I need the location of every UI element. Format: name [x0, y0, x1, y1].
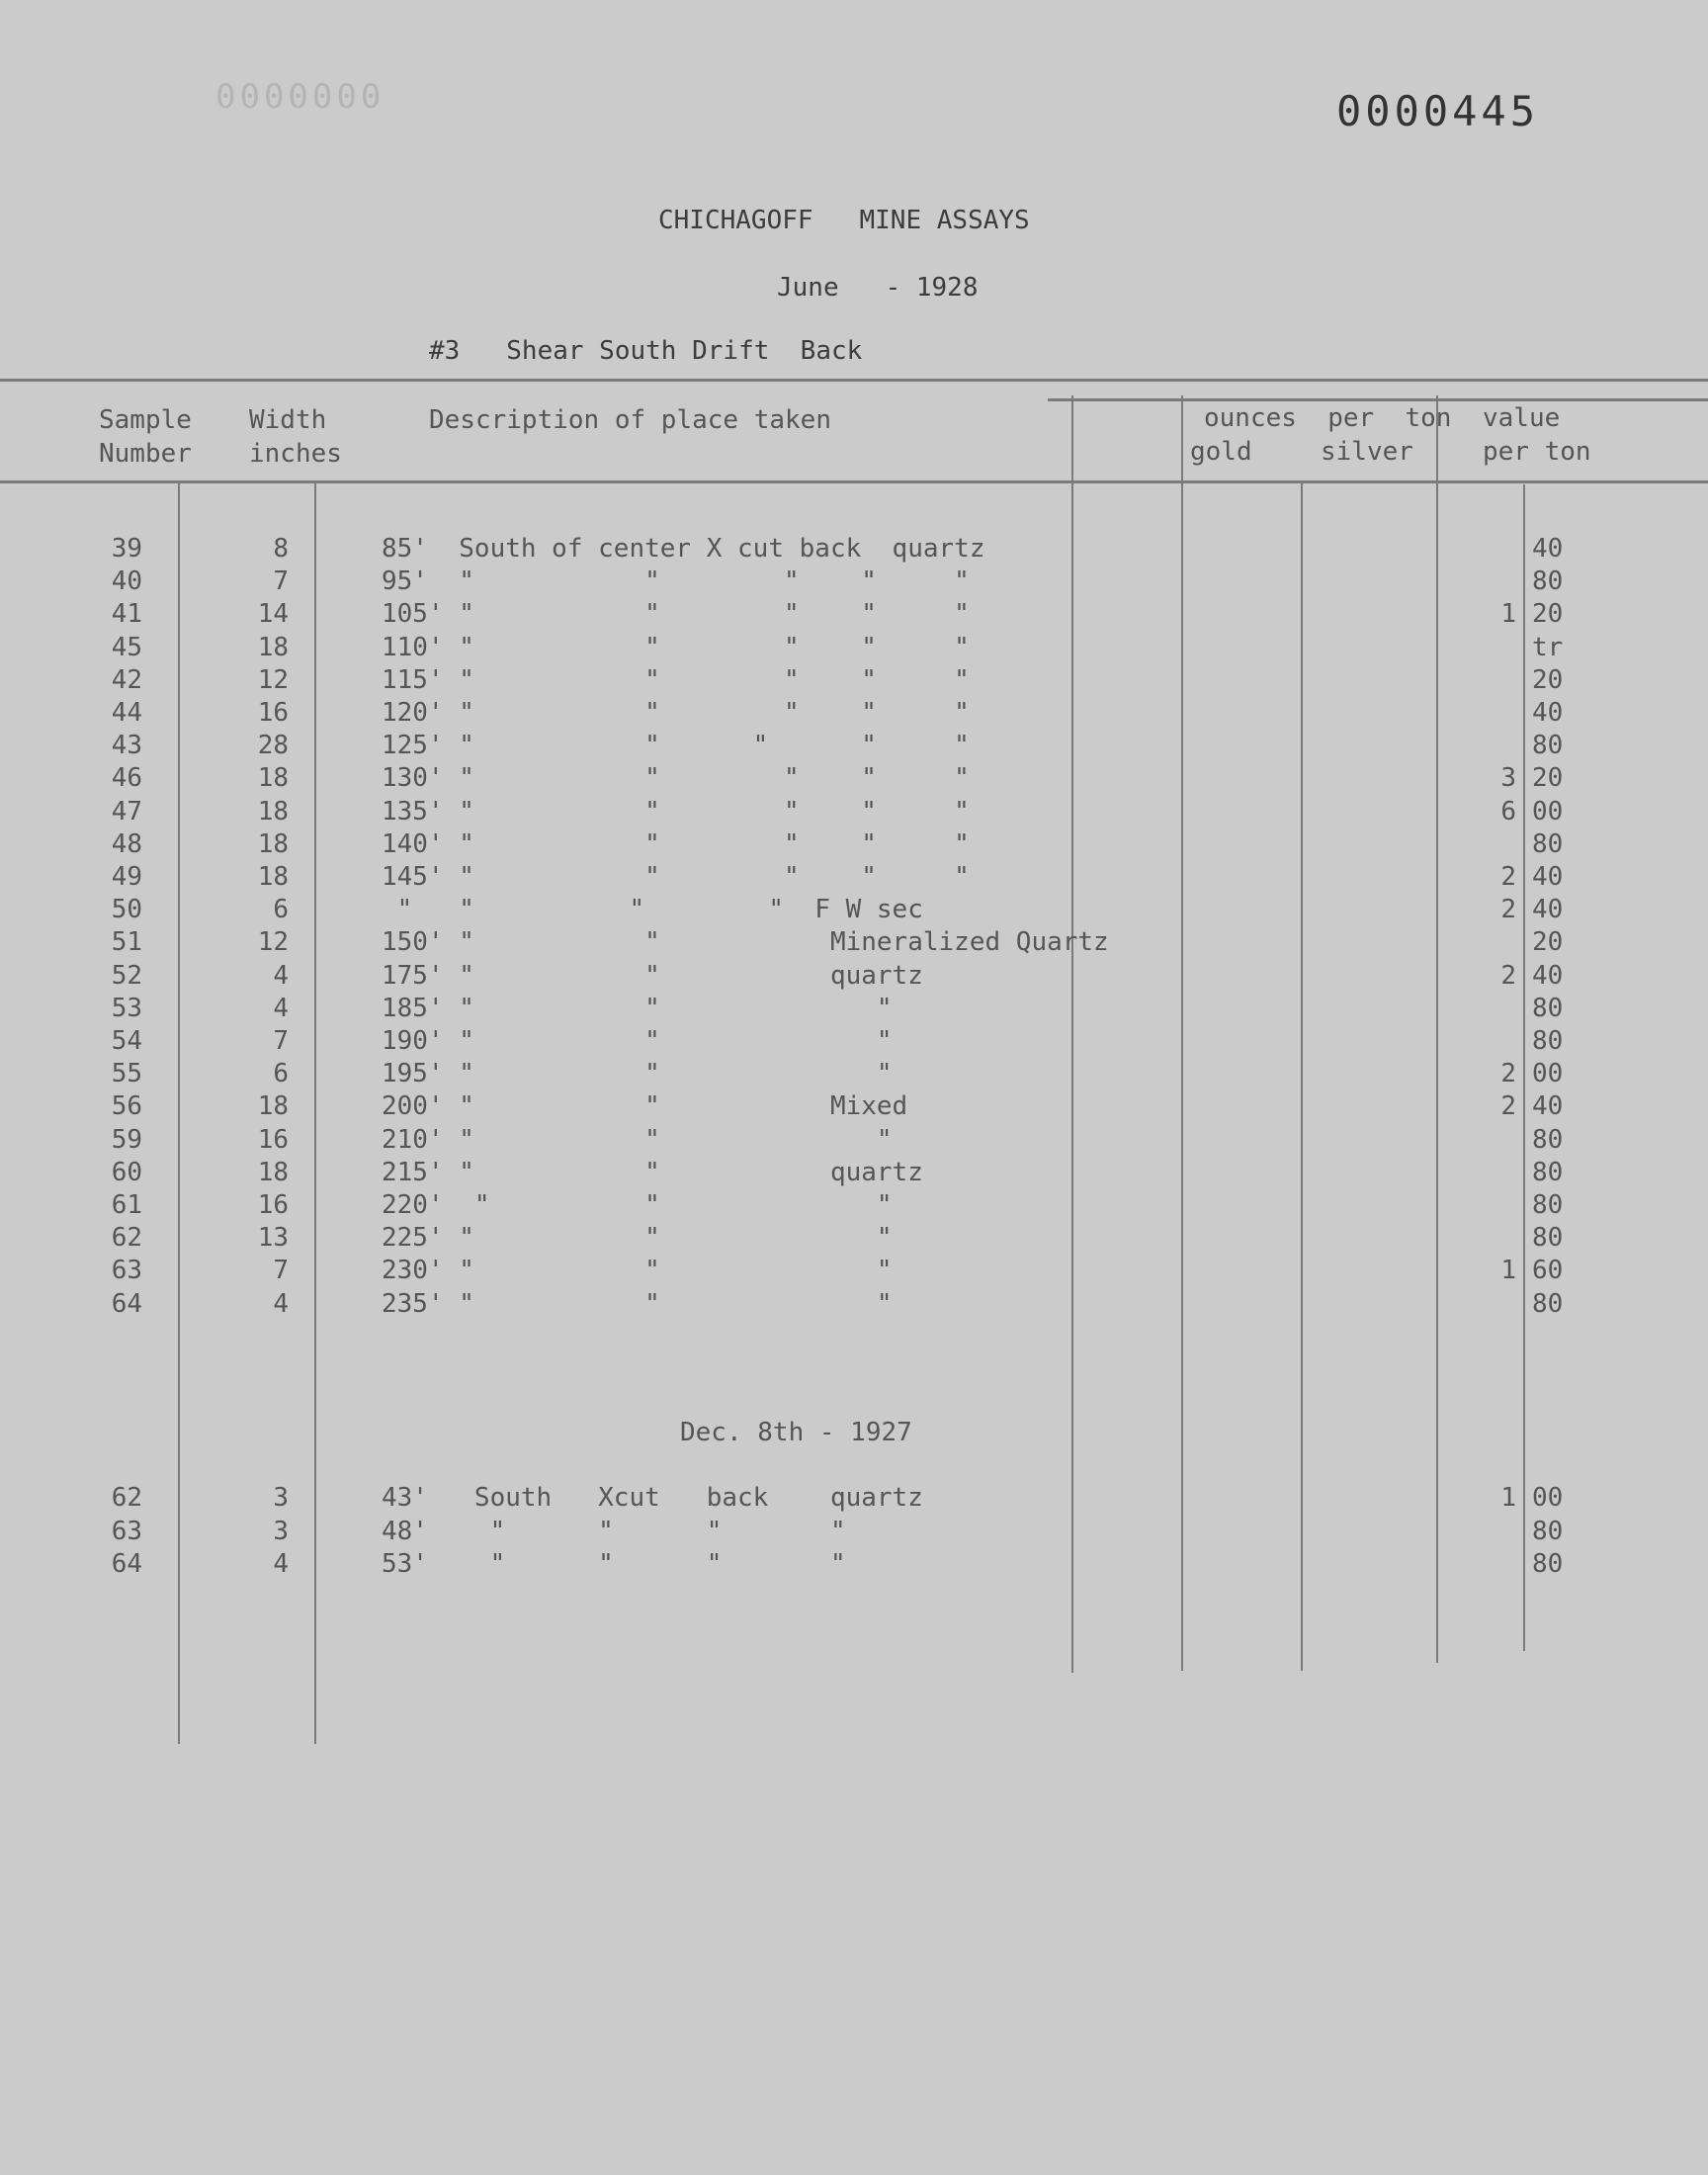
description-cell: 195' " " "	[382, 1059, 893, 1089]
value-cents-cell: 80	[1532, 993, 1564, 1023]
description-cell: 48' " " " "	[382, 1516, 846, 1546]
sample-number-cell: 52	[111, 960, 142, 991]
sample-number-cell: 47	[111, 796, 142, 826]
width-cell: 4	[273, 960, 289, 991]
width-cell: 18	[257, 862, 289, 892]
section-subtitle: #3 Shear South Drift Back	[429, 336, 863, 366]
width-cell: 18	[257, 796, 289, 826]
header-value: value	[1483, 403, 1561, 433]
width-cell: 6	[273, 895, 289, 925]
description-cell: 190' " " "	[382, 1026, 893, 1056]
width-cell: 7	[273, 1026, 289, 1056]
sample-number-cell: 43	[111, 731, 142, 761]
sample-number-cell: 62	[111, 1483, 142, 1513]
width-cell: 4	[273, 1288, 289, 1319]
width-cell: 13	[257, 1223, 289, 1254]
value-dollars-cell: 2	[1500, 895, 1516, 925]
description-cell: 95' " " " " "	[382, 566, 970, 597]
description-cell: 85' South of center X cut back quartz	[382, 534, 985, 564]
description-cell: " " " " F W sec	[382, 895, 923, 925]
width-cell: 14	[257, 599, 289, 630]
value-cents-cell: 00	[1532, 796, 1564, 826]
width-cell: 18	[257, 1091, 289, 1122]
description-cell: 175' " " quartz	[382, 960, 923, 991]
description-cell: 105' " " " " "	[382, 599, 970, 630]
value-cents-cell: 40	[1532, 960, 1564, 991]
width-cell: 4	[273, 993, 289, 1023]
value-dollars-cell: 2	[1500, 1059, 1516, 1089]
sample-number-cell: 45	[111, 632, 142, 662]
width-cell: 18	[257, 763, 289, 794]
value-cents-cell: 80	[1532, 1026, 1564, 1056]
value-dollars-cell: 2	[1500, 862, 1516, 892]
value-dollars-cell: 2	[1500, 1091, 1516, 1122]
col-line-sample	[178, 480, 180, 1744]
width-cell: 4	[273, 1549, 289, 1579]
width-cell: 3	[273, 1483, 289, 1513]
width-cell: 18	[257, 1157, 289, 1187]
description-cell: 120' " " " " "	[382, 698, 970, 728]
value-dollars-cell: 2	[1500, 960, 1516, 991]
sample-number-cell: 64	[111, 1288, 142, 1319]
section2-date: Dec. 8th - 1927	[680, 1418, 912, 1447]
header-bottom-rule	[0, 480, 1708, 483]
width-cell: 7	[273, 566, 289, 597]
description-cell: 110' " " " " "	[382, 632, 970, 662]
sample-number-cell: 55	[111, 1059, 142, 1089]
value-dollars-cell: 1	[1500, 1256, 1516, 1286]
width-cell: 12	[257, 664, 289, 695]
value-cents-cell: 20	[1532, 927, 1564, 958]
value-cents-cell: 80	[1532, 1516, 1564, 1546]
value-cents-cell: 80	[1532, 828, 1564, 859]
value-cents-cell: 40	[1532, 1091, 1564, 1122]
header-number: Number	[99, 439, 192, 469]
sample-number-cell: 62	[111, 1223, 142, 1254]
faint-stamp-number: 0000000	[215, 77, 385, 117]
sample-number-cell: 54	[111, 1026, 142, 1056]
col-line-dollars	[1523, 484, 1525, 1651]
value-cents-cell: 80	[1532, 1288, 1564, 1319]
width-cell: 16	[257, 1190, 289, 1220]
description-cell: 220' " " "	[382, 1190, 893, 1220]
description-cell: 230' " " "	[382, 1256, 893, 1286]
description-cell: 235' " " "	[382, 1288, 893, 1319]
sample-number-cell: 41	[111, 599, 142, 630]
value-cents-cell: 20	[1532, 664, 1564, 695]
sample-number-cell: 53	[111, 993, 142, 1023]
sample-number-cell: 63	[111, 1256, 142, 1286]
value-cents-cell: 40	[1532, 895, 1564, 925]
description-cell: 210' " " "	[382, 1124, 893, 1155]
report-date: June - 1928	[777, 273, 979, 303]
sample-number-cell: 40	[111, 566, 142, 597]
header-description: Description of place taken	[429, 405, 831, 435]
description-cell: 125' " " " " "	[382, 731, 970, 761]
value-cents-cell: 00	[1532, 1483, 1564, 1513]
width-cell: 16	[257, 698, 289, 728]
sample-number-cell: 48	[111, 828, 142, 859]
value-cents-cell: 00	[1532, 1059, 1564, 1089]
description-cell: 115' " " " " "	[382, 664, 970, 695]
width-cell: 7	[273, 1256, 289, 1286]
sample-number-cell: 42	[111, 664, 142, 695]
value-cents-cell: tr	[1532, 632, 1564, 662]
width-cell: 16	[257, 1124, 289, 1155]
document-number: 0000445	[1336, 87, 1540, 135]
width-cell: 8	[273, 534, 289, 564]
value-cents-cell: 20	[1532, 599, 1564, 630]
sample-number-cell: 59	[111, 1124, 142, 1155]
description-cell: 145' " " " " "	[382, 862, 970, 892]
value-cents-cell: 20	[1532, 763, 1564, 794]
header-width: Width	[249, 405, 327, 435]
sample-number-cell: 39	[111, 534, 142, 564]
width-cell: 12	[257, 927, 289, 958]
sample-number-cell: 56	[111, 1091, 142, 1122]
col-line-blank	[1181, 395, 1183, 1671]
value-dollars-cell: 3	[1500, 763, 1516, 794]
value-cents-cell: 80	[1532, 1549, 1564, 1579]
description-cell: 215' " " quartz	[382, 1157, 923, 1187]
header-inches: inches	[249, 439, 342, 469]
col-line-silver	[1436, 395, 1438, 1663]
header-gold: gold	[1190, 437, 1252, 467]
col-line-width	[314, 480, 316, 1744]
description-cell: 140' " " " " "	[382, 828, 970, 859]
page-title: CHICHAGOFF MINE ASSAYS	[658, 206, 1030, 235]
value-cents-cell: 40	[1532, 534, 1564, 564]
table-top-rule	[0, 379, 1708, 382]
description-cell: 225' " " "	[382, 1223, 893, 1254]
value-cents-cell: 40	[1532, 698, 1564, 728]
sample-number-cell: 44	[111, 698, 142, 728]
value-cents-cell: 80	[1532, 731, 1564, 761]
header-ounces-per-ton: ounces per ton	[1204, 403, 1452, 433]
width-cell: 18	[257, 632, 289, 662]
value-cents-cell: 80	[1532, 1157, 1564, 1187]
value-cents-cell: 80	[1532, 1190, 1564, 1220]
description-cell: 135' " " " " "	[382, 796, 970, 826]
value-dollars-cell: 1	[1500, 1483, 1516, 1513]
sample-number-cell: 49	[111, 862, 142, 892]
sample-number-cell: 60	[111, 1157, 142, 1187]
description-cell: 185' " " "	[382, 993, 893, 1023]
col-line-desc	[1071, 395, 1073, 1673]
width-cell: 6	[273, 1059, 289, 1089]
description-cell: 150' " " Mineralized Quartz	[382, 927, 1109, 958]
sample-number-cell: 51	[111, 927, 142, 958]
header-per-ton: per ton	[1483, 437, 1591, 467]
sample-number-cell: 46	[111, 763, 142, 794]
value-cents-cell: 80	[1532, 1223, 1564, 1254]
description-cell: 43' South Xcut back quartz	[382, 1483, 923, 1513]
value-cents-cell: 60	[1532, 1256, 1564, 1286]
value-cents-cell: 80	[1532, 1124, 1564, 1155]
width-cell: 28	[257, 731, 289, 761]
sample-number-cell: 61	[111, 1190, 142, 1220]
col-line-gold	[1301, 480, 1303, 1671]
sample-number-cell: 63	[111, 1516, 142, 1546]
value-cents-cell: 40	[1532, 862, 1564, 892]
sample-number-cell: 50	[111, 895, 142, 925]
value-dollars-cell: 6	[1500, 796, 1516, 826]
description-cell: 130' " " " " "	[382, 763, 970, 794]
sample-number-cell: 64	[111, 1549, 142, 1579]
header-sample: Sample	[99, 405, 192, 435]
description-cell: 53' " " " "	[382, 1549, 846, 1579]
width-cell: 18	[257, 828, 289, 859]
header-upper-rule-right	[1048, 398, 1708, 401]
width-cell: 3	[273, 1516, 289, 1546]
description-cell: 200' " " Mixed	[382, 1091, 908, 1122]
header-silver: silver	[1321, 437, 1413, 467]
value-cents-cell: 80	[1532, 566, 1564, 597]
value-dollars-cell: 1	[1500, 599, 1516, 630]
